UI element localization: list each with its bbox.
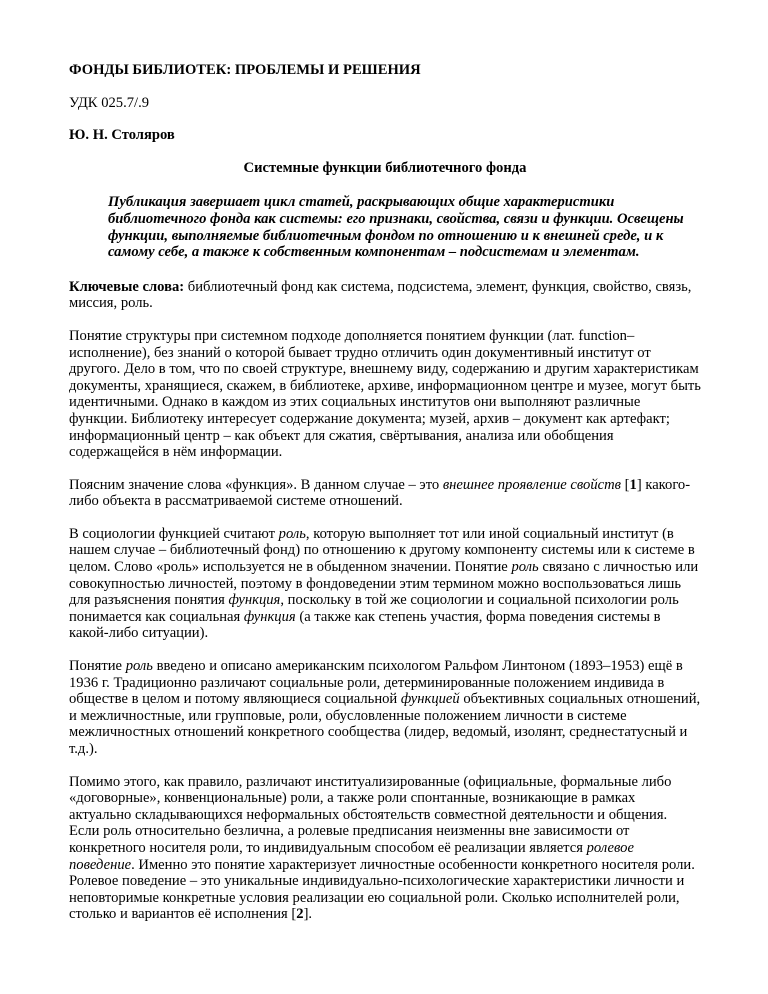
text-span: объективных социальных отношений, и межличностные, или групповые, роли, обусловленные положением личности в системе межличностных отношений конкретного сообщества (лидер, ведомый, изолянт, среднестатусный и т.д.). <box>69 691 701 757</box>
reference-number: 1 <box>629 476 637 493</box>
italic-term: функция <box>243 608 296 625</box>
italic-term: роль <box>278 525 306 542</box>
article-title: Системные функции библиотечного фонда <box>243 159 527 176</box>
text-span: связано с личностью или совокупностью личностей, поэтому в фондоведении этим термином можно воспользоваться лишь для разъяснения понятия <box>69 559 699 609</box>
reference-number: 2 <box>296 906 304 923</box>
paragraph-function-meaning <box>69 477 701 510</box>
italic-term: роль <box>125 658 153 675</box>
paragraph-sociology-role <box>69 526 701 642</box>
text-span: Понятие <box>69 658 126 675</box>
text-span: , которую выполняет тот или иной социальный институт (в нашем случае – библиотечный фонд) по отношению к другому компоненту системы или к системе в целом. Слово «роль» используется не в обыденном значении. Понятие <box>69 525 695 576</box>
section-title: ФОНДЫ БИБЛИОТЕК: ПРОБЛЕМЫ И РЕШЕНИЯ <box>69 62 421 78</box>
latin-term: function <box>578 327 627 344</box>
italic-term: ролевое поведение <box>69 839 634 873</box>
paragraph-linton-role <box>69 658 701 758</box>
text-span: [ <box>621 476 630 493</box>
italic-term: роль <box>511 559 539 576</box>
text-span: Поясним значение слова «функция». В данном случае – это <box>69 476 443 493</box>
udk-code: УДК 025.7/.9 <box>69 94 150 111</box>
text-span: Помимо этого, как правило, различают институализированные (официальные, формальные либо «договорные», конвенциональные) роли, а также роли спонтанные, возникающие в рамках актуально складывающихся неформальных обстоятельств совместной деятельности и общения. Если роль относительно безлична, а ролевые предписания неизменны вне зависимости от конкретного носителя роли, то индивидуальным способом её реализации является <box>69 773 672 856</box>
keywords <box>69 279 701 312</box>
paragraph-role-behavior <box>69 774 701 923</box>
text-span: ]. <box>303 906 313 923</box>
text-span: введено и описано американским психологом Ральфом Линтоном (1893–1953) ещё в 1936 г. Традиционно различают социальные роли, детерминированные положением индивида в обществе в целом и потому являющиеся социальной <box>69 658 683 708</box>
italic-term: внешнее проявление свойств <box>442 476 621 493</box>
keywords-label: Ключевые слова: <box>69 278 185 295</box>
text-span: Понятие структуры при системном подходе дополняется понятием функции (лат. <box>69 327 579 344</box>
document-page <box>69 62 701 939</box>
text-span: ] какого-либо объекта в рассматриваемой системе отношений. <box>69 476 691 510</box>
paragraph-structure-function <box>69 328 701 461</box>
text-span: , поскольку в той же социологии и социальной психологии роль понимается как социальная <box>69 592 679 625</box>
keywords-text: библиотечный фонд как система, подсистема, элемент, функция, свойство, связь, миссия, роль. <box>69 278 692 312</box>
author-name: Ю. Н. Столяров <box>69 127 175 144</box>
italic-term: функция <box>228 592 281 609</box>
text-span: В социологии функцией считают <box>69 525 279 542</box>
text-span: – исполнение), без знаний о которой бывает трудно отличить один документивный институт от другого. Дело в том, что по своей структуре, внешнему виду, содержанию и другим характеристикам документы, хранящиеся, скажем, в библиотеке, архиве, информационном центре и музее, могут быть идентичными. Однако в каждом из этих социальных институтов они выполняют различные функции. Библиотеку интересует содержание документа; музей, архив – документ как артефакт; информационный центр – как объект для сжатия, свёртывания, анализа или обобщения содержащейся в нём информации. <box>69 327 701 461</box>
text-span: . Именно это понятие характеризует личностные особенности конкретного носителя роли. Ролевое поведение – это уникальные индивидуально-психологические характеристики личности и неповторимые конкретные условия реализации ею социальной роли. Сколько исполнителей роли, столько и вариантов её исполнения [ <box>69 856 695 923</box>
abstract: Публикация завершает цикл статей, раскрывающих общие характеристики библиотечного фонда как системы: его признаки, свойства, связи и функции. Освещены функции, выполняемые библиотечным фондом по отношению и к внешней среде, и к самому себе, а также к собственным компонентам – подсистемам и элементам. <box>108 194 684 261</box>
italic-term: функцией <box>400 691 460 708</box>
text-span: (а также как степень участия, форма поведения системы в какой-либо ситуации). <box>69 608 661 642</box>
